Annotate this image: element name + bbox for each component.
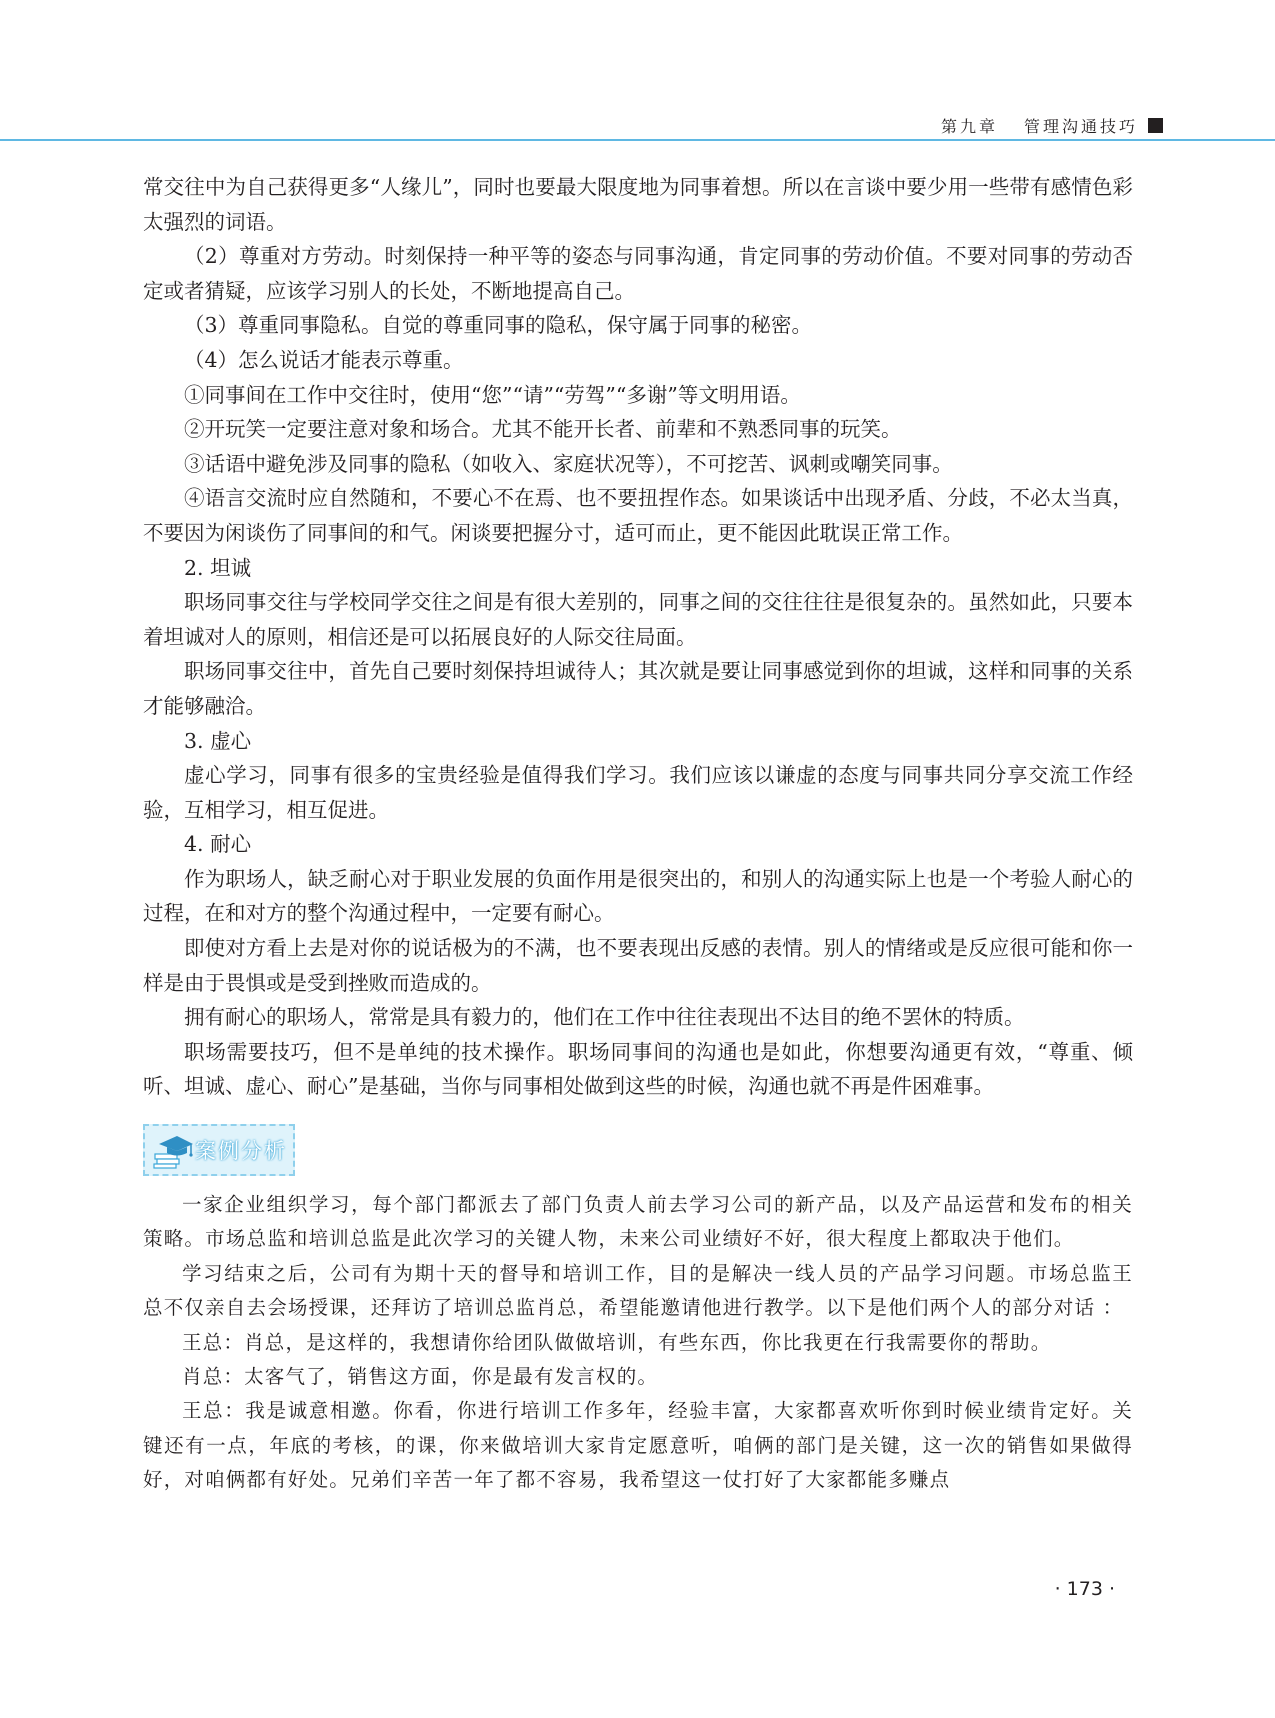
section-heading: 4. 耐心: [184, 832, 252, 857]
case-analysis-banner: [143, 1124, 295, 1176]
paragraph: （4）怎么说话才能表示尊重。: [184, 347, 464, 372]
paragraph: 一家企业组织学习，每个部门都派去了部门负责人前去学习公司的新产品，以及产品运营和发布的相关策略。市场总监和培训总监是此次学习的关键人物，未来公司业绩好不好，很大程度上都取决于他们。: [143, 1193, 1133, 1251]
running-head-chapter: 第九章: [940, 117, 998, 136]
list-item: ④语言交流时应自然随和，不要心不在焉、也不要扭捏作态。如果谈话中出现矛盾、分歧，不必太当真，不要因为闲谈伤了同事间的和气。闲谈要把握分寸，适可而止，更不能因此耽误正常工作。: [143, 486, 1133, 545]
graduation-cap-books-icon: [151, 1130, 195, 1170]
paragraph: 职场同事交往与学校同学交往之间是有很大差别的，同事之间的交往往往是很复杂的。虽然如此，只要本着坦诚对人的原则，相信还是可以拓展良好的人际交往局面。: [143, 590, 1133, 649]
case-analysis-title: 案例分析: [195, 1139, 287, 1163]
paragraph: 职场同事交往中，首先自己要时刻保持坦诚待人；其次就是要让同事感觉到你的坦诚，这样和同事的关系才能够融洽。: [143, 659, 1133, 718]
paragraph: （2）尊重对方劳动。时刻保持一种平等的姿态与同事沟通，肯定同事的劳动价值。不要对同事的劳动否定或者猜疑，应该学习别人的长处，不断地提高自己。: [143, 244, 1133, 303]
header-rule: [0, 139, 1275, 141]
page-number: · 173 ·: [1054, 1578, 1115, 1600]
square-marker-icon: [1148, 118, 1163, 133]
list-item: ①同事间在工作中交往时，使用“您”“请”“劳驾”“多谢”等文明用语。: [184, 382, 801, 407]
running-head: [941, 114, 1163, 137]
paragraph: 即使对方看上去是对你的说话极为的不满，也不要表现出反感的表情。别人的情绪或是反应很可能和你一样是由于畏惧或是受到挫败而造成的。: [143, 936, 1133, 995]
case-analysis-text: [143, 1188, 1133, 1498]
section-heading: 2. 坦诚: [184, 555, 252, 580]
paragraph: 学习结束之后，公司有为期十天的督导和培训工作，目的是解决一线人员的产品学习问题。市场总监王总不仅亲自去会场授课，还拜访了培训总监肖总，希望能邀请他进行教学。以下是他们两个人的部分对话 ：: [143, 1261, 1133, 1320]
paragraph: 作为职场人，缺乏耐心对于职业发展的负面作用是很突出的，和别人的沟通实际上也是一个考验人耐心的过程，在和对方的整个沟通过程中，一定要有耐心。: [143, 866, 1133, 926]
dialogue-line: 王总：我是诚意相邀。你看，你进行培训工作多年，经验丰富，大家都喜欢听你到时候业绩肯定好。关键还有一点，年底的考核，的课，你来做培训大家肯定愿意听，咱俩的部门是关键，这一次的销售如果做得好，对咱俩都有好处。兄弟们辛苦一年了都不容易，我希望这一仗打好了大家都能多赚点: [143, 1399, 1133, 1492]
paragraph: 虚心学习，同事有很多的宝贵经验是值得我们学习。我们应该以谦虚的态度与同事共同分享交流工作经验，互相学习，相互促进。: [143, 763, 1133, 822]
paragraph: 拥有耐心的职场人，常常是具有毅力的，他们在工作中往往表现出不达目的绝不罢休的特质。: [184, 1005, 1025, 1030]
main-body-text: [143, 170, 1133, 1104]
running-head-title: 管理沟通技巧: [1023, 117, 1138, 136]
list-item: ③话语中避免涉及同事的隐私（如收入、家庭状况等），不可挖苦、讽刺或嘲笑同事。: [184, 451, 953, 476]
paragraph: 职场需要技巧，但不是单纯的技术操作。职场同事间的沟通也是如此，你想要沟通更有效，“尊重、倾听、坦诚、虚心、耐心”是基础，当你与同事相处做到这些的时候，沟通也就不再是件困难事。: [143, 1039, 1133, 1099]
section-heading: 3. 虚心: [184, 728, 252, 753]
paragraph: 常交往中为自己获得更多“人缘儿”，同时也要最大限度地为同事着想。所以在言谈中要少用一些带有感情色彩太强烈的词语。: [143, 175, 1133, 234]
paragraph: （3）尊重同事隐私。自觉的尊重同事的隐私，保守属于同事的秘密。: [184, 313, 813, 338]
dialogue-line: 王总：肖总，是这样的，我想请你给团队做做培训，有些东西，你比我更在行我需要你的帮助。: [182, 1330, 1052, 1354]
dialogue-line: 肖总：太客气了，销售这方面，你是最有发言权的。: [182, 1365, 659, 1389]
list-item: ②开玩笑一定要注意对象和场合。尤其不能开长者、前辈和不熟悉同事的玩笑。: [184, 417, 902, 442]
